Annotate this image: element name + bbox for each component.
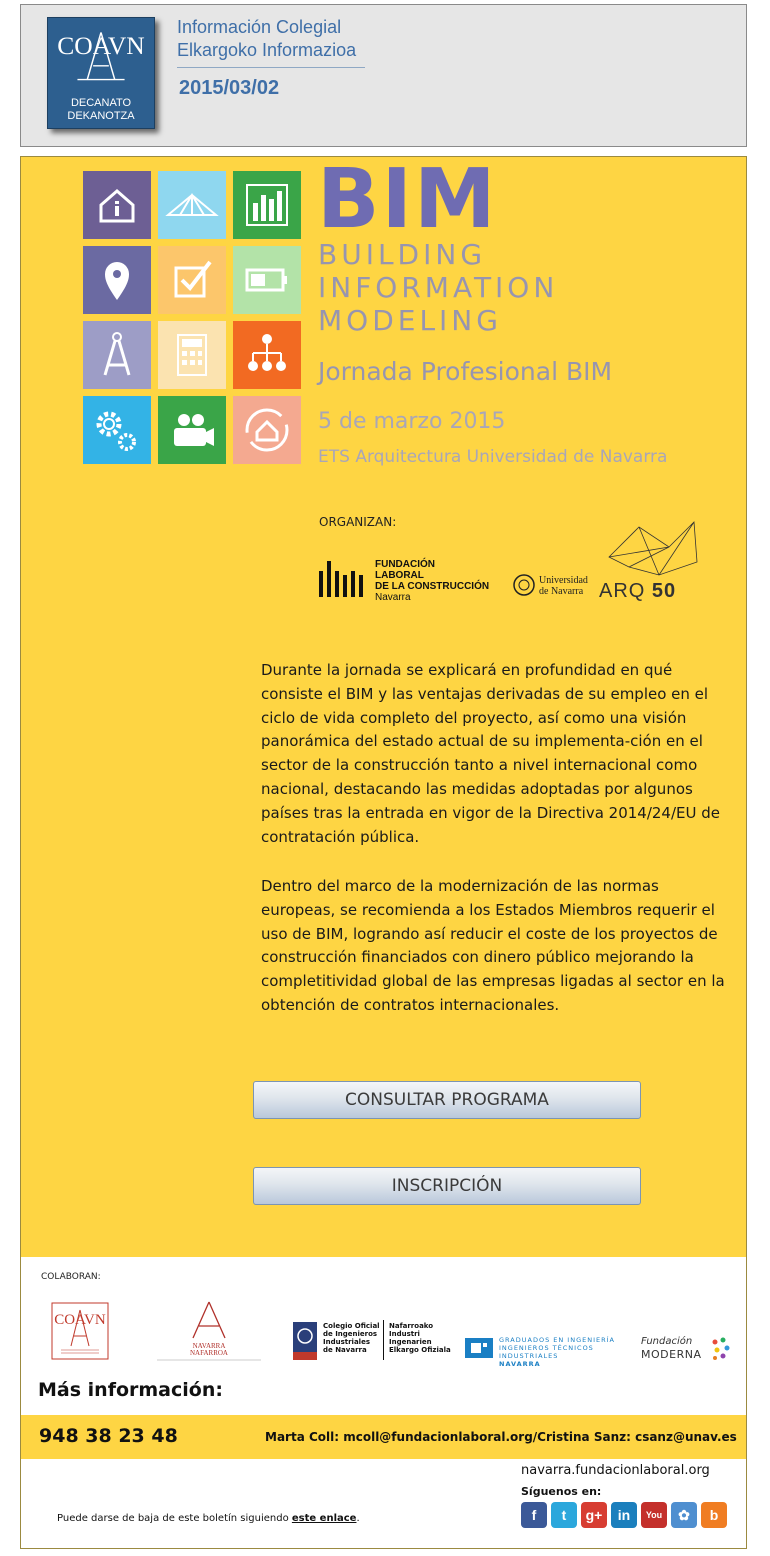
follow-us-label: Síguenos en: (521, 1485, 602, 1498)
event-word-modeling: MODELING (318, 304, 502, 337)
linkedin-icon[interactable]: in (611, 1502, 637, 1528)
social-links (521, 1502, 731, 1532)
info-house-icon (83, 171, 151, 239)
roof-truss-icon (158, 171, 226, 239)
event-subtitle: Jornada Profesional BIM (318, 357, 613, 386)
coavn-small-logo-icon (51, 1302, 109, 1360)
youtube-icon[interactable]: You (641, 1502, 667, 1528)
logo-subtitle-eu: DEKANOTZA (67, 110, 135, 122)
graduados-line: INGENIEROS TÉCNICOS INDUSTRIALES (499, 1344, 594, 1360)
event-panel (21, 152, 746, 1257)
twitter-icon[interactable]: t (551, 1502, 577, 1528)
coavn-logo-mark (48, 26, 154, 86)
header-title-eu: Elkargoko Informazioa (177, 40, 357, 60)
coavn-logo[interactable] (47, 17, 155, 129)
graduados-mark-icon (465, 1338, 493, 1358)
coiin-eu-line: Elkargo Ofiziala (389, 1346, 451, 1354)
fundacion-line: DE LA CONSTRUCCIÓN (375, 581, 490, 592)
more-info-heading: Más información: (38, 1379, 223, 1401)
fmoderna-line: MODERNA (641, 1348, 702, 1361)
svg-text:COAVN: COAVN (54, 1312, 106, 1328)
house-cycle-icon (233, 396, 301, 464)
bar-chart-icon (233, 171, 301, 239)
coiin-line: Industriales (323, 1338, 370, 1346)
org-chart-icon (233, 321, 301, 389)
unsubscribe-link[interactable]: este enlace (291, 1513, 357, 1524)
fundacion-line: LABORAL (375, 570, 424, 581)
event-title: BIM (317, 152, 498, 247)
graduados-line: GRADUADOS EN INGENIERÍA (499, 1336, 615, 1344)
contact-emails[interactable]: Marta Coll: mcoll@fundacionlaboral.org/Cristina Sanz: csanz@unav.es (265, 1430, 737, 1444)
coiin-line: Colegio Oficial (323, 1322, 380, 1330)
collab-graduados-logo[interactable] (465, 1336, 635, 1368)
arq-letters: ARQ (599, 580, 646, 602)
event-word-information: INFORMATION (318, 271, 559, 304)
arq-wordmark (599, 580, 676, 603)
unsubscribe-text (57, 1513, 360, 1524)
contact-band (21, 1415, 746, 1459)
coiin-text (323, 1322, 380, 1354)
location-pin-icon (83, 246, 151, 314)
unav-line: de Navarra (539, 586, 584, 597)
unsubscribe-suffix: . (356, 1513, 360, 1524)
collaborators-label: COLABORAN: (41, 1272, 101, 1282)
event-word-building: BUILDING (318, 238, 487, 271)
description-paragraph-1: Durante la jornada se explicará en profundidad en qué consiste el BIM y las ventajas derivadas de su empleo en el ciclo de vida completo del proyecto, así como una visión panorámica del estado actual de su implementa-ción en el sector de la construcción tanto a nivel internacional como nacional, destacando las medidas adoptadas por algunos países tras la entrada en vigor de la Directiva 2014/24/EU de contratación pública. (261, 661, 721, 846)
contact-phone[interactable]: 948 38 23 48 (39, 1425, 178, 1447)
compass-drawing-icon (83, 321, 151, 389)
unav-line: Universidad (539, 575, 588, 586)
battery-icon (233, 246, 301, 314)
svg-text:NAFARROA: NAFARROA (190, 1349, 228, 1357)
event-venue: ETS Arquitectura Universidad de Navarra (318, 447, 668, 467)
description-paragraph-2: Dentro del marco de la modernización de las normas europeas, se recomienda a los Estados Miembros requerir el uso de BIM, logrando así reducir el coste de los proyectos de construcción financiados con dinero público mejorando la completitividad global de las empresas ligadas al sector en la obtención de contratos internacionales. (261, 877, 725, 1014)
fmoderna-line: Fundación (641, 1336, 693, 1347)
svg-text:NAVARRA: NAVARRA (192, 1342, 226, 1350)
newsletter-body (20, 152, 747, 1549)
logo-subtitle-es: DECANATO (70, 97, 132, 109)
coiin-eu-text (389, 1322, 451, 1354)
delicious-icon[interactable]: ✿ (671, 1502, 697, 1528)
arq-wireframe-icon (599, 517, 699, 579)
graduados-line: NAVARRA (499, 1360, 541, 1368)
gears-icon (83, 396, 151, 464)
fundacion-bars-icon (317, 559, 369, 601)
collab-fundacion-moderna-logo[interactable] (641, 1336, 733, 1368)
checkbox-icon (158, 246, 226, 314)
header-divider (177, 67, 365, 68)
arq50-logo[interactable] (599, 517, 699, 607)
collab-coavn-logo[interactable] (51, 1302, 109, 1360)
coiin-eu-line: Ingenarien (389, 1338, 432, 1346)
fmoderna-dots-icon (711, 1336, 731, 1362)
inscripcion-button[interactable]: INSCRIPCIÓN (253, 1167, 641, 1205)
unav-seal-icon (513, 574, 535, 596)
fundacion-laboral-logo[interactable] (317, 555, 497, 605)
universidad-navarra-logo[interactable] (513, 572, 603, 602)
facebook-icon[interactable]: f (521, 1502, 547, 1528)
fundacion-line: FUNDACIÓN (375, 559, 435, 570)
unsubscribe-prefix: Puede darse de baja de este boletín siguiendo (57, 1513, 292, 1524)
coiin-eu-line: Industri (389, 1330, 420, 1338)
graduados-text (499, 1336, 635, 1368)
coiin-eu-line: Nafarroako (389, 1322, 434, 1330)
blogger-icon[interactable]: b (701, 1502, 727, 1528)
fundacion-line: Navarra (375, 592, 411, 603)
arquitectos-tecnicos-icon (153, 1298, 265, 1364)
collab-arquitectos-tecnicos-logo[interactable] (153, 1298, 265, 1364)
coiin-line: de Ingenieros (323, 1330, 378, 1338)
event-date: 5 de marzo 2015 (318, 409, 506, 434)
organizers-label: ORGANIZAN: (319, 515, 397, 529)
coiin-line: de Navarra (323, 1346, 367, 1354)
newsletter-header (20, 4, 747, 147)
coiin-divider (383, 1320, 384, 1360)
header-title-es: Información Colegial (177, 17, 342, 37)
website-link[interactable]: navarra.fundacionlaboral.org (521, 1463, 710, 1478)
consultar-programa-button[interactable]: CONSULTAR PROGRAMA (253, 1081, 641, 1119)
coiin-shield-icon (293, 1322, 317, 1360)
collab-coiin-logo[interactable] (293, 1320, 453, 1362)
google-plus-icon[interactable]: g+ (581, 1502, 607, 1528)
svg-text:COAVN: COAVN (57, 31, 145, 61)
arq-number: 50 (651, 580, 677, 602)
newsletter-date: 2015/03/02 (179, 77, 280, 99)
video-camera-icon (158, 396, 226, 464)
calculator-icon (158, 321, 226, 389)
